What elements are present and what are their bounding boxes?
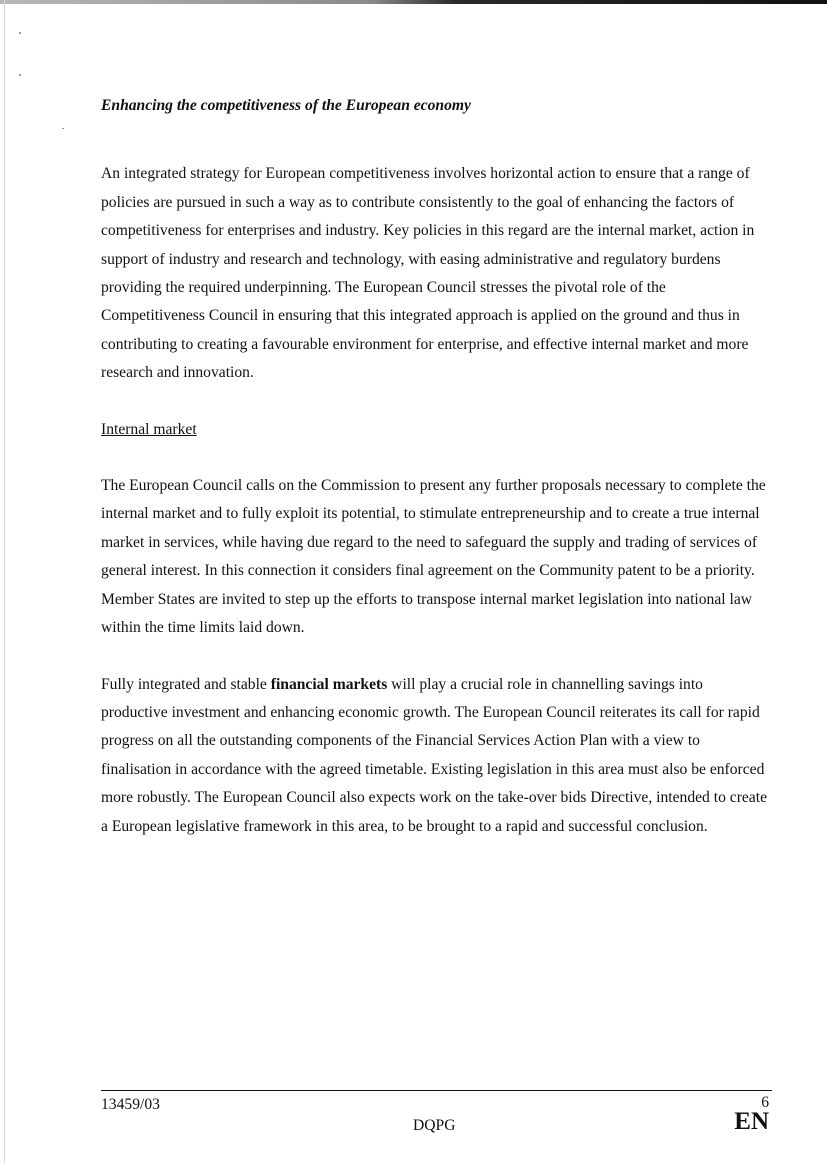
paragraph-text-start: Fully integrated and stable [101, 675, 271, 693]
document-body [101, 92, 771, 841]
financial-markets-term: financial markets [270, 675, 388, 693]
footer-rule [101, 1090, 772, 1091]
scan-speck [19, 32, 21, 34]
document-reference: 13459/03 [101, 1096, 160, 1113]
paragraph-text-end: will play a crucial role in channelling savings into productive investment and enhancing economic growth. The European Council reiterates its call for rapid progress on all the outstanding components of the Financial Services Action Plan with a view to finalisation in accordance with the agreed timetable. Existing legislation in this area must also be enforced more robustly. The European Council also expects work on the take-over bids Directive, intended to create a European legislative framework in this area, to be brought to a rapid and successful conclusion. [101, 675, 767, 835]
section-heading: Enhancing the competitiveness of the European economy [101, 97, 471, 114]
intro-paragraph: An integrated strategy for European competitiveness involves horizontal action to ensure that a range of policies are pursued in such a way as to contribute consistently to the goal of enhancing the factors of competitiveness for enterprises and industry. Key policies in this regard are the internal market, action in support of industry and research and technology, with easing administrative and regulatory burdens providing the required underpinning. The European Council stresses the pivotal role of the Competitiveness Council in ensuring that this integrated approach is applied on the ground and thus in contributing to creating a favourable environment for enterprise, and effective internal market and more research and innovation. [101, 165, 755, 382]
department-code: DQPG [413, 1117, 456, 1134]
internal-market-subheading: Internal market [101, 420, 197, 438]
scan-speck [19, 74, 21, 76]
internal-market-paragraph: The European Council calls on the Commission to present any further proposals necessary to complete the internal market and to fully exploit its potential, to stimulate entrepreneurship and to create a true internal market in services, while having due regard to the need to safeguard the supply and trading of services of general interest. In this connection it considers final agreement on the Community patent to be a priority. Member States are invited to step up the efforts to transpose internal market legislation into national law within the time limits laid down. [101, 477, 766, 637]
financial-markets-paragraph [101, 671, 771, 841]
left-scan-edge [4, 0, 5, 1163]
top-scan-rule [0, 0, 827, 4]
language-code: EN [734, 1108, 769, 1135]
scan-speck [62, 128, 64, 129]
page-number: 6 [761, 1094, 769, 1111]
